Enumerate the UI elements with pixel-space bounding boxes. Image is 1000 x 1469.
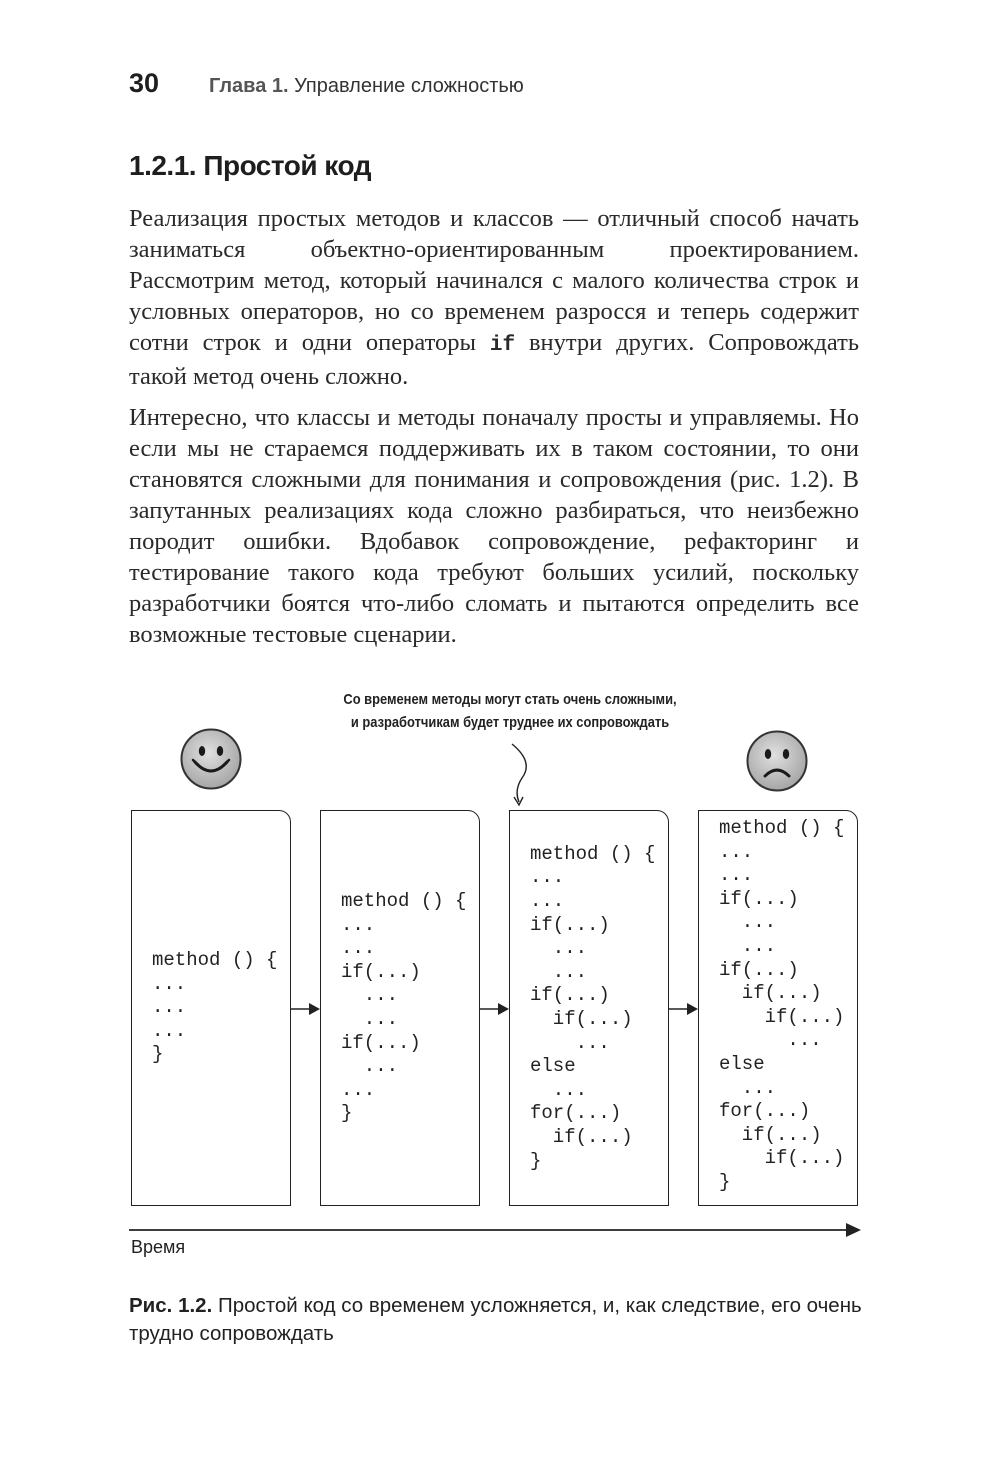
code-box-stage-2 bbox=[320, 810, 480, 1206]
code-line: ... bbox=[530, 937, 588, 960]
code-box-stage-1 bbox=[131, 810, 291, 1206]
code-line: method () { bbox=[341, 890, 467, 913]
code-line: if(...) bbox=[719, 982, 822, 1005]
happy-face-icon bbox=[180, 728, 242, 790]
code-line: method () { bbox=[530, 842, 656, 865]
chapter-title: Управление сложностью bbox=[294, 75, 524, 97]
section-title: 1.2.1. Простой код bbox=[129, 150, 371, 181]
callout-pointer-arrow bbox=[500, 742, 540, 808]
code-line: else bbox=[719, 1052, 765, 1075]
code-line: if(...) bbox=[719, 887, 799, 910]
code-line: if(...) bbox=[719, 1147, 845, 1170]
figure-callout bbox=[321, 688, 699, 734]
code-line: ... bbox=[341, 1078, 376, 1101]
figure-caption bbox=[129, 1292, 869, 1348]
code-line: if(...) bbox=[530, 984, 610, 1007]
code-line: ... bbox=[152, 972, 187, 995]
time-axis-arrow bbox=[129, 1221, 862, 1239]
code-line: else bbox=[530, 1055, 576, 1078]
time-axis-label: Время bbox=[131, 1237, 186, 1257]
code-line: ... bbox=[341, 1008, 399, 1030]
callout-line-2: и разработчикам будет труднее их сопровождать bbox=[350, 714, 670, 731]
paragraph-1-text-end: внутри других. Сопровождать такой метод очень сложно. bbox=[129, 329, 859, 390]
code-line: if(...) bbox=[530, 1125, 633, 1148]
code-line: ... bbox=[530, 1078, 588, 1101]
code-line: ... bbox=[719, 864, 754, 887]
running-title bbox=[209, 75, 524, 98]
code-line: ... bbox=[719, 1029, 822, 1052]
code-line: ... bbox=[530, 1031, 610, 1054]
sad-face-icon bbox=[746, 730, 808, 792]
flow-arrow-1 bbox=[291, 1000, 321, 1018]
code-line: ... bbox=[152, 996, 187, 1019]
code-line: ... bbox=[530, 890, 565, 913]
code-line: ... bbox=[341, 1055, 399, 1078]
code-line: } bbox=[341, 1102, 353, 1125]
flow-arrow-2 bbox=[480, 1000, 510, 1018]
code-line: for(...) bbox=[530, 1102, 622, 1125]
code-line: method () { bbox=[152, 949, 278, 972]
caption-text: Простой код со временем усложняется, и, как следствие, его очень трудно сопровождать bbox=[129, 1294, 862, 1345]
caption-label: Рис. 1.2. bbox=[129, 1294, 213, 1317]
code-line: } bbox=[152, 1043, 164, 1066]
code-line: if(...) bbox=[719, 958, 799, 981]
code-line: ... bbox=[719, 1076, 777, 1099]
flow-arrow-3 bbox=[669, 1000, 699, 1018]
code-box-stage-3 bbox=[509, 810, 669, 1206]
code-line: ... bbox=[341, 984, 399, 1007]
code-line: ... bbox=[530, 866, 565, 889]
code-line: if(...) bbox=[341, 960, 421, 983]
code-line: if(...) bbox=[530, 913, 610, 936]
paragraph-2: Интересно, что классы и методы поначалу просты и управляемы. Но если мы не стараемся поддерживать их в таком состоянии, то они становятся сложными для понимания и сопровождения (рис. 1.2). В запутанных реализациях кода сложно разбираться, что неизбежно породит ошибки. Вдобавок сопровождение, рефакторинг и тестирование такого кода требуют больших усилий, поскольку разработчики боятся что-либо сломать и пытаются определить все возможные тестовые сценарии. bbox=[129, 404, 859, 648]
code-line: ... bbox=[152, 1019, 187, 1042]
code-line: if(...) bbox=[719, 1005, 845, 1028]
code-line: ... bbox=[719, 934, 777, 957]
code-line: } bbox=[530, 1149, 542, 1172]
code-line: if(...) bbox=[719, 1123, 822, 1146]
code-line: ... bbox=[719, 840, 754, 863]
code-line: if(...) bbox=[341, 1031, 421, 1054]
inline-code-if: if bbox=[489, 334, 516, 357]
callout-line-1: Со временем методы могут стать очень сложными, bbox=[343, 691, 677, 708]
page-header bbox=[129, 68, 524, 108]
code-line: } bbox=[719, 1170, 731, 1193]
code-line: method () { bbox=[719, 817, 845, 839]
code-box-stage-4 bbox=[698, 810, 858, 1206]
page-number: 30 bbox=[129, 68, 160, 98]
code-line: ... bbox=[719, 911, 777, 934]
code-line: ... bbox=[341, 937, 376, 960]
chapter-label: Глава 1. bbox=[209, 75, 289, 97]
code-line: for(...) bbox=[719, 1100, 811, 1123]
paragraph-1-text-start: Реализация простых методов и классов — отличный способ начать заниматься объектно-ориентированным проектированием. Рассмотрим метод, который начинался с малого количества строк и условных операторов, но со временем разросся и теперь содержит сотни строк и одни операторы bbox=[129, 205, 859, 356]
paragraph-1 bbox=[129, 203, 859, 392]
code-line: ... bbox=[530, 960, 588, 983]
code-line: ... bbox=[341, 913, 376, 936]
code-line: if(...) bbox=[530, 1008, 633, 1030]
